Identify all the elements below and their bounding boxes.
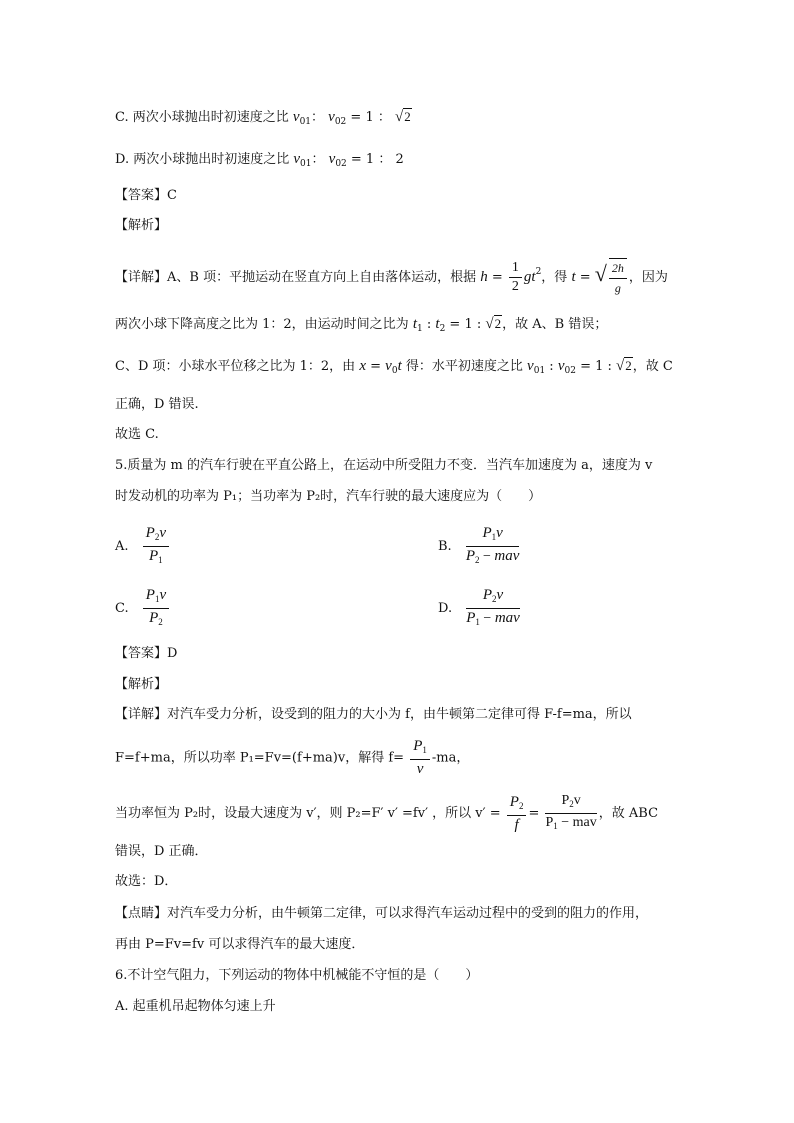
sqrt-2h-over-g: √ $\frac{2h}{g}$ [595,258,629,298]
option-b: B. $\frac{P_1v}{P_2 - mav}$ [438,525,520,565]
detail-line-2: 两次小球下降高度之比为 1：2，由运动时间之比为 $t_1$ : $t_2 = 1$ : √2，故 A、B 错误； [115,316,608,334]
option-d: D. $\frac{P_2v}{P_1 - mav}$ [438,587,520,627]
option-c-line: C. 两次小球抛出时初速度之比 $v_{01}$： $v_{02} = 1$ ： √2 [115,109,411,127]
detail2-line-2: F=f+ma，所以功率 P₁=Fv=(f+ma)v，解得 f= $\frac{P_1}{v}$ -ma， [115,738,470,777]
answer-label: 【答案】C [115,188,177,203]
detail-line-4: 正确，D 错误. [115,397,199,412]
question-6-line-1: 6.不计空气阻力，下列运动的物体中机械能不守恒的是（ ） [115,968,479,983]
question-5-line-2: 时发动机的功率为 P₁；当功率为 P₂时，汽车行驶的最大速度应为（ ） [115,489,542,504]
point-line-1: 【点睛】对汽车受力分析，由牛顿第二定律，可以求得汽车运动过程中的受到的阻力的作用， [115,906,649,921]
analysis-label-2: 【解析】 [115,677,168,692]
detail2-line-4: 错误，D 正确． [115,844,208,859]
question-6-option-a: A. 起重机吊起物体匀速上升 [115,999,276,1014]
option-a: A. $\frac{P_2v}{P_1}$ [115,524,171,569]
analysis-label: 【解析】 [115,218,168,233]
question-5-line-1: 5.质量为 m 的汽车行驶在平直公路上，在运动中所受阻力不变．当汽车加速度为 a，速度为 v [115,458,653,473]
point-line-2: 再由 P=Fv=fv 可以求得汽车的最大速度． [115,937,365,952]
option-c-text: C. 两次小球抛出时初速度之比 [115,110,289,125]
choose-line-2: 故选：D． [115,874,178,889]
choose-line-1: 故选 C. [115,427,159,442]
detail2-line-3: 当功率恒为 P₂时，设最大速度为 v′，则 P₂=F′ v′ =fv′ ，所以 v′ = $\frac{P_2}{f}$ = $\frac{P_2v}{P_1 - mav}$ ，故 ABC [115,793,659,833]
detail-line-1: 【详解】A、B 项：平抛运动在竖直方向上自由落体运动，根据 h = $\frac{1}{2}$ $gt^2$，得 t = √ $\frac{2h}{g}$ ，因为 [115,258,668,298]
option-c: C. $\frac{P_1v}{P_2}$ [115,586,171,631]
detail-line-3: C、D 项：小球水平位移之比为 1：2，由 $x = v_0t$ 得：水平初速度之比 $v_{01}$ : $v_{02} = 1$ : √2，故 C [115,358,673,376]
option-d-text: D. 两次小球抛出时初速度之比 [115,152,290,167]
answer-label-2: 【答案】D [115,646,178,661]
detail2-line-1: 【详解】对汽车受力分析，设受到的阻力的大小为 f，由牛顿第二定律可得 F-f=ma，所以 [115,707,632,722]
fraction-half: $\frac{1}{2}$ [509,259,522,296]
option-d-line: D. 两次小球抛出时初速度之比 $v_{01}$： $v_{02} = 1$ ： 2 [115,151,404,169]
